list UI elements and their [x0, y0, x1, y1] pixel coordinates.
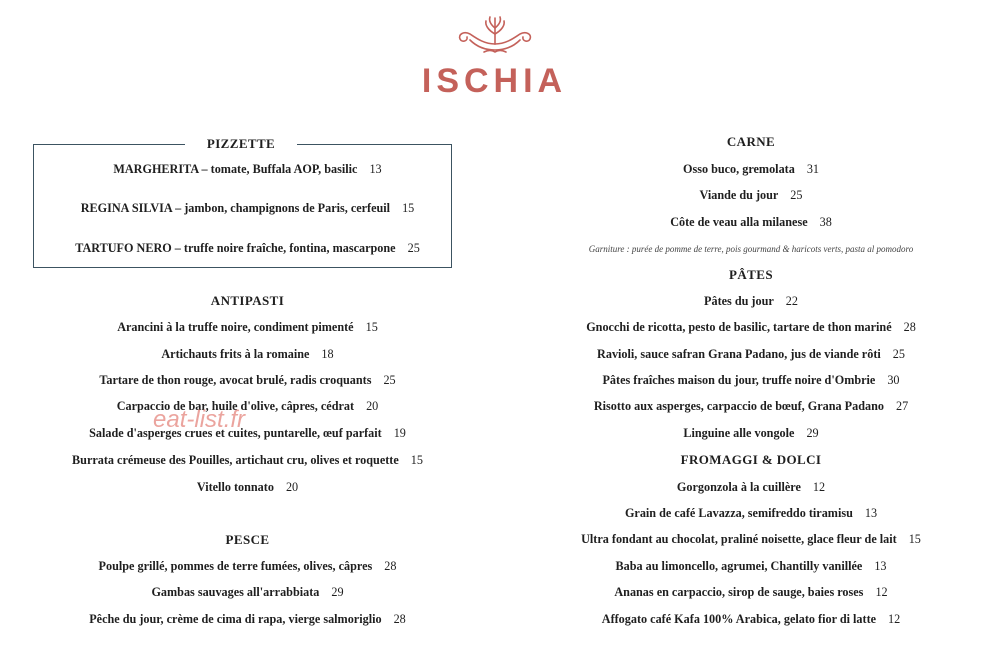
- item-name: Grain de café Lavazza, semifreddo tiramisu: [624, 506, 853, 520]
- fromaggi-heading: FROMAGGI & DOLCI: [680, 452, 822, 467]
- pesce-heading: PESCE: [225, 532, 270, 547]
- item-name: Osso buco, gremolata: [682, 162, 795, 176]
- item-price: 20: [366, 399, 379, 413]
- pesce-item: [24, 559, 471, 574]
- item-price: 15: [908, 532, 921, 546]
- antipasti-item: [24, 426, 471, 441]
- item-price: 13: [864, 506, 878, 520]
- item-price: 27: [895, 399, 909, 413]
- fromaggi-item: [518, 480, 984, 495]
- item-name: Gambas sauvages all'arrabbiata: [151, 585, 320, 599]
- pates-item: [518, 347, 984, 362]
- item-price: 15: [365, 320, 378, 334]
- item-name: MARGHERITA – tomate, Buffala AOP, basilic: [113, 162, 358, 176]
- item-name: Artichauts frits à la romaine: [161, 347, 310, 361]
- watermark: eat-list.fr: [153, 406, 246, 433]
- item-price: 19: [393, 426, 406, 440]
- item-price: 28: [903, 320, 916, 334]
- item-price: 25: [407, 241, 420, 255]
- item-name: Pâtes du jour: [704, 294, 774, 308]
- antipasti-item: [24, 320, 471, 335]
- fromaggi-item: [518, 559, 984, 574]
- carne-item: [518, 215, 984, 230]
- item-name: Gorgonzola à la cuillère: [676, 480, 801, 494]
- item-name: Carpaccio de bar, huile d'olive, câpres, cédrat: [116, 399, 355, 413]
- item-name: Salade d'asperges crues et cuites, puntarelle, œuf parfait: [89, 426, 382, 440]
- item-name: Poulpe grillé, pommes de terre fumées, olives, câpres: [98, 559, 373, 573]
- antipasti-item: [24, 453, 471, 468]
- item-price: 12: [812, 480, 826, 494]
- item-price: 31: [806, 162, 820, 176]
- antipasti-heading: ANTIPASTI: [210, 293, 285, 308]
- item-name: Linguine alle vongole: [683, 426, 795, 440]
- item-price: 12: [888, 612, 901, 626]
- right-column: [518, 0, 984, 645]
- pizzette-item: [24, 162, 471, 177]
- item-price: 30: [887, 373, 900, 387]
- item-name: Ravioli, sauce safran Grana Padano, jus de viande rôti: [597, 347, 881, 361]
- item-price: 15: [402, 201, 415, 215]
- fromaggi-item: [518, 585, 984, 600]
- item-name: Baba au limoncello, agrumei, Chantilly vanillée: [615, 559, 863, 573]
- item-name: Pêche du jour, crème de cima di rapa, vierge salmoriglio: [89, 612, 382, 626]
- item-name: Arancini à la truffe noire, condiment pimenté: [117, 320, 354, 334]
- pesce-item: [24, 612, 471, 627]
- pates-item: [518, 320, 984, 335]
- fromaggi-item: [518, 532, 984, 547]
- item-price: 29: [331, 585, 344, 599]
- item-name: Ananas en carpaccio, sirop de sauge, baies roses: [614, 585, 864, 599]
- item-price: 20: [285, 480, 299, 494]
- fromaggi-item: [518, 612, 984, 627]
- carne-item: [518, 188, 984, 203]
- item-price: 13: [369, 162, 382, 176]
- item-price: 38: [819, 215, 832, 229]
- item-price: 15: [410, 453, 423, 467]
- pates-heading: PÂTES: [729, 267, 773, 282]
- pesce-item: [24, 585, 471, 600]
- item-price: 18: [321, 347, 334, 361]
- item-name: TARTUFO NERO – truffe noire fraîche, fontina, mascarpone: [75, 241, 396, 255]
- item-price: 12: [875, 585, 888, 599]
- carne-item: [518, 162, 984, 177]
- item-price: 25: [892, 347, 905, 361]
- pizzette-heading: PIZZETTE: [185, 136, 297, 152]
- item-price: 28: [393, 612, 406, 626]
- pates-item: [518, 426, 984, 441]
- item-name: Viande du jour: [699, 188, 779, 202]
- item-name: Gnocchi de ricotta, pesto de basilic, tartare de thon mariné: [586, 320, 892, 334]
- pates-item: [518, 373, 984, 388]
- item-name: Ultra fondant au chocolat, praliné noisette, glace fleur de lait: [581, 532, 897, 546]
- left-column: [24, 0, 471, 645]
- pizzette-item: [24, 241, 471, 256]
- antipasti-item: [24, 480, 471, 495]
- item-price: 22: [785, 294, 798, 308]
- item-name: Risotto aux asperges, carpaccio de bœuf, Grana Padano: [593, 399, 884, 413]
- antipasti-item: [24, 373, 471, 388]
- pizzette-item: [24, 201, 471, 216]
- item-name: Tartare de thon rouge, avocat brulé, radis croquants: [99, 373, 372, 387]
- item-name: Pâtes fraîches maison du jour, truffe noire d'Ombrie: [602, 373, 876, 387]
- brand-name: ISCHIA: [421, 62, 568, 100]
- carne-heading: CARNE: [726, 134, 776, 149]
- antipasti-item: [24, 347, 471, 362]
- item-price: 25: [790, 188, 803, 202]
- item-name: Vitello tonnato: [196, 480, 274, 494]
- item-name: Côte de veau alla milanese: [670, 215, 808, 229]
- item-price: 25: [383, 373, 396, 387]
- pates-item: [518, 294, 984, 309]
- pates-item: [518, 399, 984, 414]
- garniture-note: Garniture : purée de pomme de terre, pois gourmand & haricots verts, pasta al pomodoro: [588, 244, 914, 254]
- item-name: Affogato café Kafa 100% Arabica, gelato fior di latte: [601, 612, 877, 626]
- item-price: 29: [806, 426, 819, 440]
- item-price: 28: [384, 559, 397, 573]
- fromaggi-item: [518, 506, 984, 521]
- antipasti-item: [24, 399, 471, 414]
- item-price: 13: [874, 559, 887, 573]
- item-name: Burrata crémeuse des Pouilles, artichaut cru, olives et roquette: [72, 453, 399, 467]
- item-name: REGINA SILVIA – jambon, champignons de Paris, cerfeuil: [80, 201, 391, 215]
